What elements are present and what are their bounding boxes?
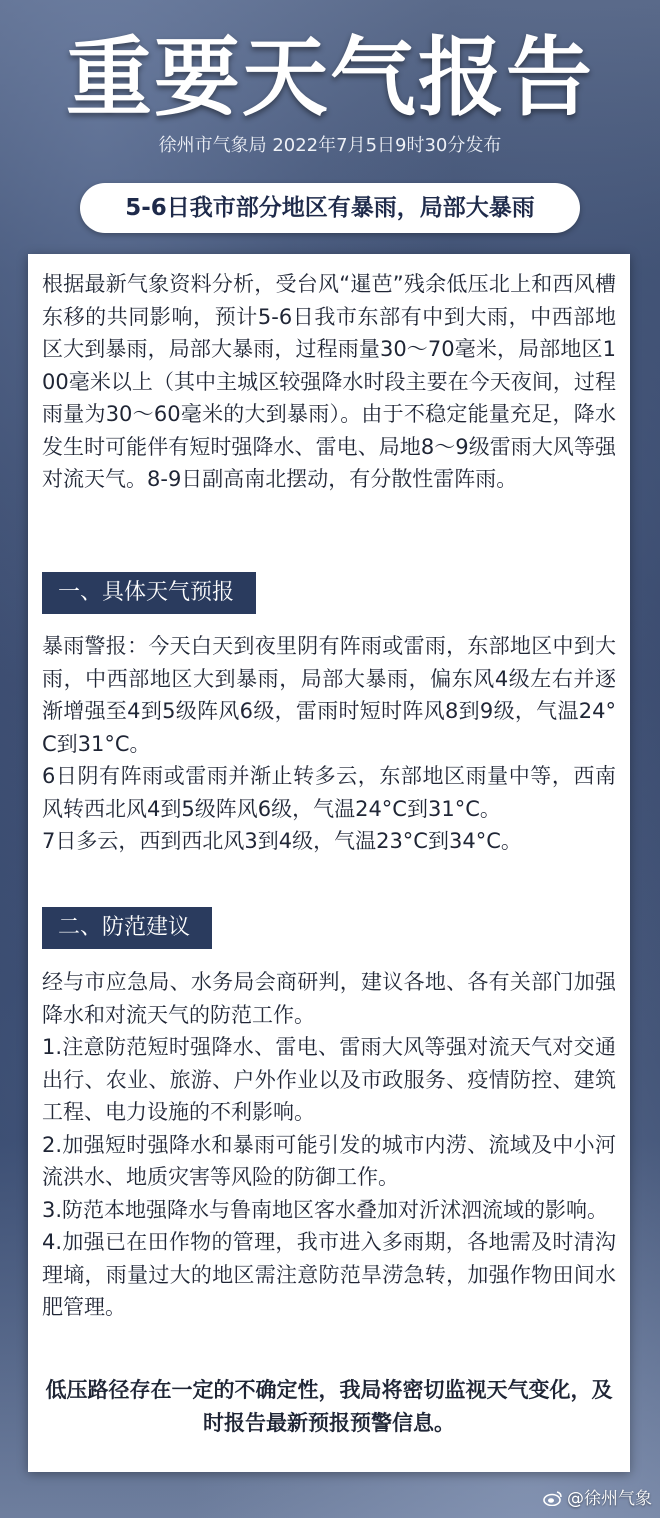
closing-note bbox=[42, 1374, 616, 1440]
weibo-watermark bbox=[543, 1488, 652, 1510]
report-title: 重要天气报告 bbox=[66, 28, 594, 128]
closing-text: 低压路径存在一定的不确定性，我局将密切监视天气变化，及时报告最新预报预警信息。 bbox=[45, 1378, 613, 1435]
forecast-paragraph: 7日多云，西到西北风3到4级，气温23°C到34°C。 bbox=[42, 829, 522, 853]
section-heading-forecast: 一、具体天气预报 bbox=[42, 572, 256, 614]
watermark-text: @徐州气象 bbox=[567, 1489, 652, 1509]
advice-paragraph: 1.注意防范短时强降水、雷电、雷雨大风等强对流天气对交通出行、农业、旅游、户外作业以及市政服务、疫情防控、建筑工程、电力设施的不利影响。 bbox=[42, 1035, 616, 1124]
section-heading-advice: 二、防范建议 bbox=[42, 907, 212, 949]
forecast-paragraph: 6日阴有阵雨或雷雨并渐止转多云，东部地区雨量中等，西南风转西北风4到5级阵风6级，气温24°C到31°C。 bbox=[42, 764, 616, 821]
forecast-paragraphs bbox=[42, 630, 616, 858]
headline-banner: 5-6日我市部分地区有暴雨，局部大暴雨 bbox=[80, 183, 580, 233]
advice-paragraph: 4.加强已在田作物的管理，我市进入多雨期，各地需及时清沟理墒，雨量过大的地区需注意防范旱涝急转，加强作物田间水肥管理。 bbox=[42, 1230, 616, 1319]
advice-paragraphs bbox=[42, 966, 616, 1324]
report-panel bbox=[28, 254, 630, 1472]
advice-paragraph: 经与市应急局、水务局会商研判，建议各地、各有关部门加强降水和对流天气的防范工作。 bbox=[42, 970, 616, 1027]
forecast-paragraph: 暴雨警报：今天白天到夜里阴有阵雨或雷雨，东部地区中到大雨，中西部地区大到暴雨，局部大暴雨，偏东风4级左右并逐渐增强至4到5级阵风6级，雷雨时短时阵风8到9级，气温24°C到31°C。 bbox=[42, 634, 616, 756]
intro-paragraph: 根据最新气象资料分析，受台风“暹芭”残余低压北上和西风槽东移的共同影响，预计5-6日我市东部有中到大雨，中西部地区大到暴雨，局部大暴雨，过程雨量30～70毫米，局部地区100毫米以上（其中主城区较强降水时段主要在今天夜间，过程雨量为30～60毫米的大到暴雨）。由于不稳定能量充足，降水发生时可能伴有短时强降水、雷电、局地8～9级雷雨大风等强对流天气。8-9日副高南北摆动，有分散性雷阵雨。 bbox=[42, 272, 616, 491]
issuer-line: 徐州市气象局 2022年7月5日9时30分发布 bbox=[158, 135, 502, 156]
advice-paragraph: 3.防范本地强降水与鲁南地区客水叠加对沂沭泗流域的影响。 bbox=[42, 1197, 609, 1222]
advice-paragraph: 2.加强短时强降水和暴雨可能引发的城市内涝、流域及中小河流洪水、地质灾害等风险的防御工作。 bbox=[42, 1132, 616, 1189]
weibo-icon bbox=[543, 1490, 563, 1506]
